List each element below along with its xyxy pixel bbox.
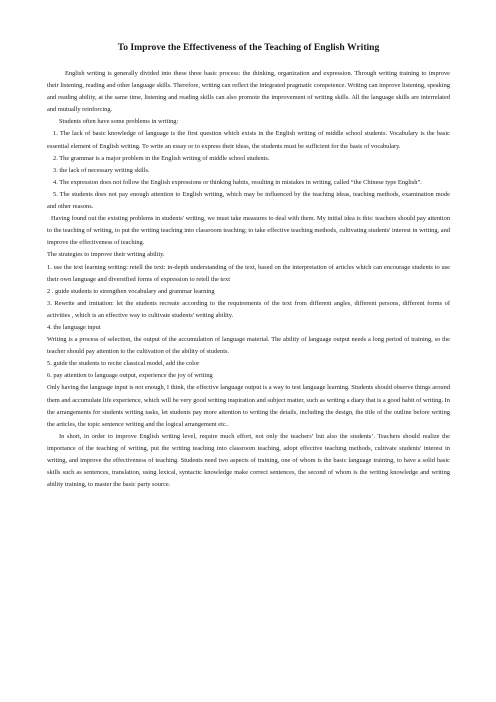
strategy-item-5: 5. guide the students to recite classical model, add the color xyxy=(47,360,200,368)
strategy-item-1: 1. use the text learning writing: retell the text: in-depth understanding of the text, based on the interpretation of articles which can encourage students to use their own language and diversified forms of expression to retell the text xyxy=(47,263,450,283)
strategy-item-3: 3. Rewrite and imitation: let the students recreate according to the requirements of the text from different angles, different persons, different forms of activities , which is an effective way to cultivate students' writing ability. xyxy=(47,299,450,319)
problem-item-2: 2. The grammar is a major problem in the English writing of middle school students. xyxy=(53,154,270,162)
strategy-item-6: 6. pay attention to language output, experience the joy of writing xyxy=(47,372,213,380)
language-input-paragraph: Writing is a process of selection, the output of the accumulation of language material. The ability of language output needs a long period of training, so the teacher should pay attention to the cultivation of the ability of students. xyxy=(47,336,450,356)
strategy-item-4: 4. the language input xyxy=(47,323,101,331)
strategy-item-2: 2 . guide students to strengthen vocabulary and grammar learning xyxy=(47,287,215,295)
problem-item-4: 4. The expression does not follow the English expressions or thinking habits, resulting in mistakes in writing, called “the Chinese type English”. xyxy=(53,178,422,186)
problems-heading: Students often have some problems in writing: xyxy=(59,118,179,126)
intro-paragraph: English writing is generally divided into these three basic process: the thinking, organization and expression. Through writing training to improve their listening, reading and other language skills. Therefore, writing can reflect the integrated pragmatic competence. Writing can improve listening, speaking and reading ability, at the same time, listening and reading skills can also promote the improvement of writing skills. All the language skills are interrelated and mutually reinforcing. xyxy=(47,70,450,114)
document-title: To Improve the Effectiveness of the Teaching of English Writing xyxy=(117,42,380,53)
measures-paragraph: Having found out the existing problems in students' writing, we must take measures to deal with them. My initial idea is this: teachers should pay attention to the teaching of writing, to put the writing teaching into classroom teaching; to take effective teaching methods, cultivating students' interest in writing, and improve the effectiveness of teaching. xyxy=(47,215,450,247)
conclusion-paragraph: In short, in order to improve English writing level, require much effort, not only the teachers’ but also the students’. Teachers should realize the importance of the teaching of writing, put the writing teaching into classroom teaching, adopt effective teaching methods, cultivate students' interest in writing, and improve the effectiveness of teaching. Students need two aspects of training, one of whom is the basic language training, to have a solid basic skills such as sentences, translation, using lexical, syntactic knowledge make correct sentences, the second of whom is the writing knowledge and writing ability training, to master the basic party source. xyxy=(47,432,450,489)
problem-item-3: 3. the lack of necessary writing skills. xyxy=(53,166,150,174)
problem-item-1: 1. The lack of basic knowledge of language is the first question which exists in the English writing of middle school students. Vocabulary is the basic essential element of English writing. To write an essay or to express their ideas, the students must be sufficient for the basis of vocabulary. xyxy=(47,130,450,150)
strategies-heading: The strategies to improve their writing ability. xyxy=(47,251,165,259)
language-output-paragraph: Only having the language input is not enough, I think, the effective language output is a way to test language learning. Students should observe things around them and accumulate life experience, which will be very good writing inspiration and subject matter, such as writing a diary that is a good habit of writing. In the arrangements for students writing tasks, let students pay more attention to writing the details, including the design, the title of the outline before writing the articles, the topic sentence writing and the logical arrangement etc.. xyxy=(47,384,450,428)
problem-item-5: 5. The students does not pay enough attention to English writing, which may be influenced by the teaching ideas, teaching methods, examination mode and other reasons. xyxy=(47,190,450,211)
